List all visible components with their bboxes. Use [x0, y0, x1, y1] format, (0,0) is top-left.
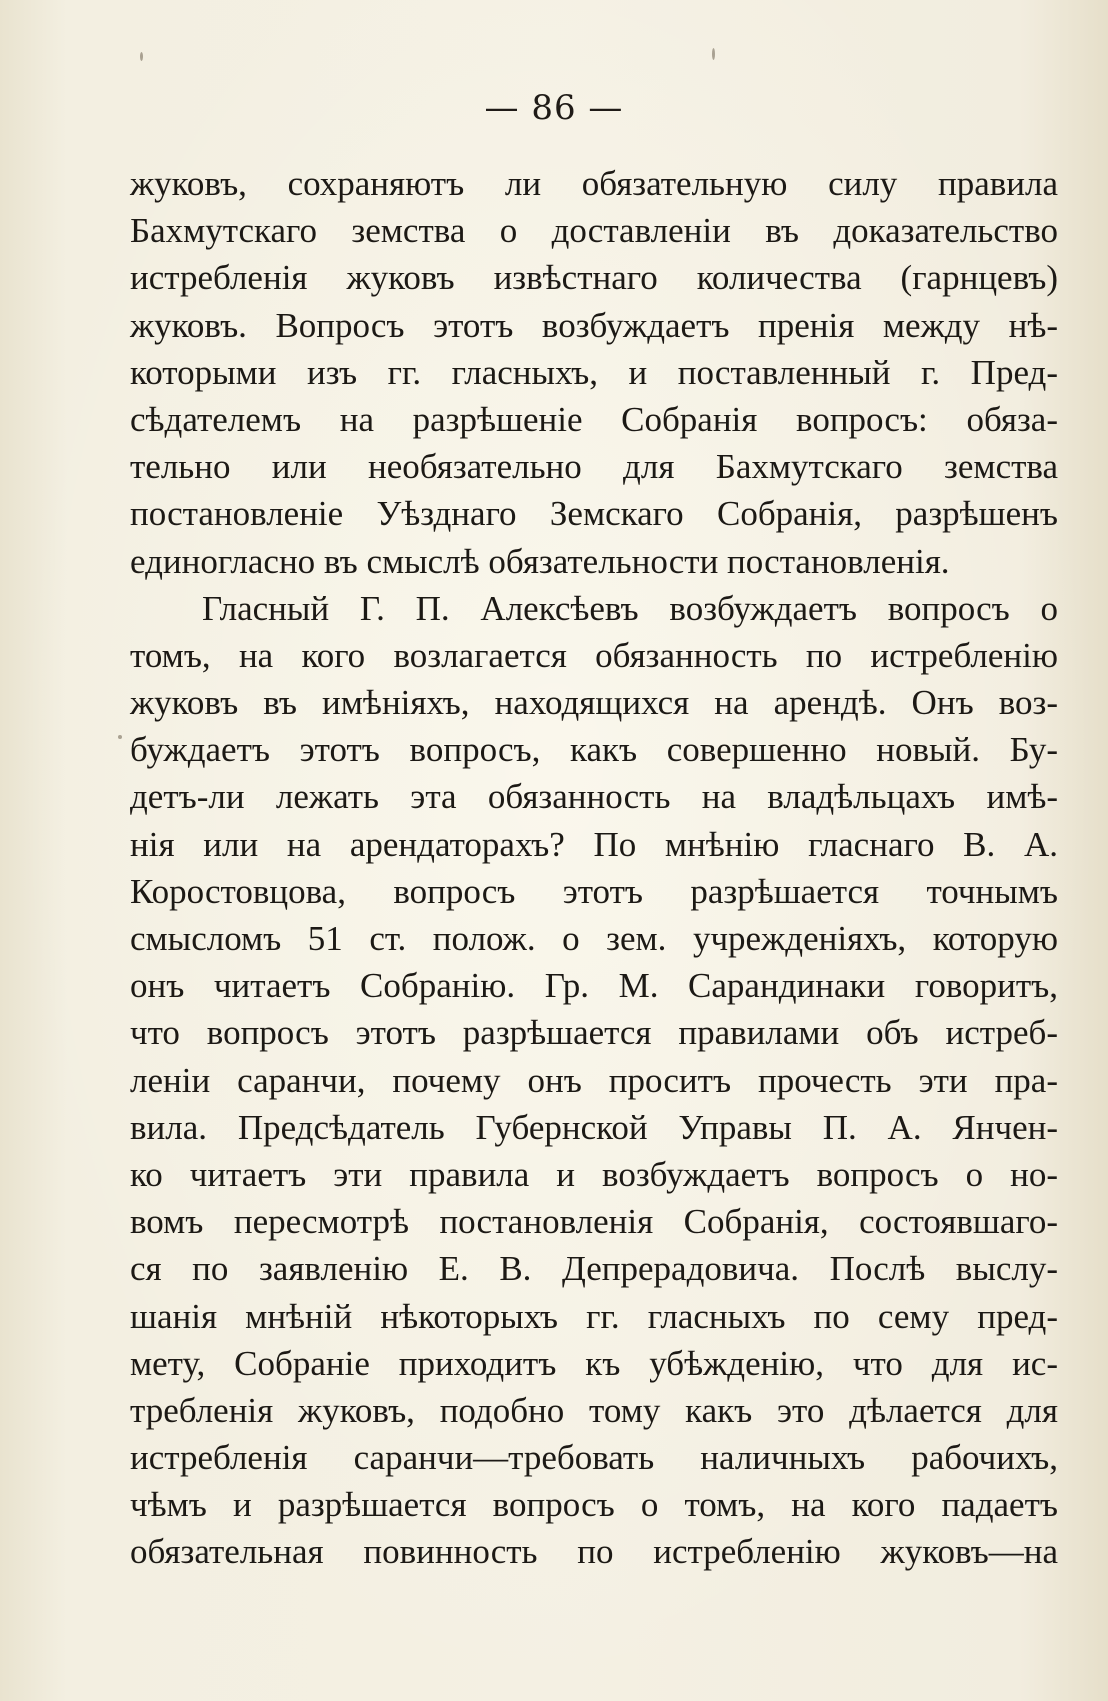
text-line: истребленія саранчи—требовать наличныхъ рабочихъ,: [130, 1438, 1058, 1478]
text-line: Бахмутскаго земства о доставленіи въ доказательство: [130, 211, 1058, 251]
text-line: вомъ пересмотрѣ постановленія Собранія, состоявшаго-: [130, 1202, 1058, 1242]
text-line: жуковъ. Вопросъ этотъ возбуждаетъ пренія между нѣ-: [130, 305, 1058, 345]
text-line: леніи саранчи, почему онъ проситъ прочесть эти пра-: [130, 1060, 1058, 1100]
text-line: Гласный Г. П. Алексѣевъ возбуждаетъ вопросъ о: [202, 588, 1058, 628]
text-line: детъ-ли лежать эта обязанность на владѣльцахъ имѣ-: [130, 777, 1058, 817]
text-line: истребленія жуковъ извѣстнаго количества (гарнцевъ): [130, 258, 1058, 298]
text-line: что вопросъ этотъ разрѣшается правилами объ истреб-: [130, 1013, 1058, 1053]
text-line: буждаетъ этотъ вопросъ, какъ совершенно новый. Бу-: [130, 730, 1058, 770]
text-line: ко читаетъ эти правила и возбуждаетъ вопросъ о но-: [130, 1154, 1058, 1194]
text-line: постановленіе Уѣзднаго Земскаго Собранія, разрѣшенъ: [130, 494, 1058, 534]
paper-speck: [712, 48, 715, 60]
text-line: ся по заявленію Е. В. Депрерадовича. Послѣ выслу-: [130, 1249, 1058, 1289]
text-line: вила. Предсѣдатель Губернской Управы П. А. Янчен-: [130, 1107, 1058, 1147]
text-line: Коростовцова, вопросъ этотъ разрѣшается точнымъ: [130, 871, 1058, 911]
text-line: тельно или необязательно для Бахмутскаго земства: [130, 447, 1058, 487]
text-line: нія или на арендаторахъ? По мнѣнію гласнаго В. А.: [130, 824, 1058, 864]
text-line: которыми изъ гг. гласныхъ, и поставленный г. Пред-: [130, 352, 1058, 392]
text-line: чѣмъ и разрѣшается вопросъ о томъ, на кого падаетъ: [130, 1485, 1058, 1525]
page-body: [130, 160, 1058, 1576]
text-line: жуковъ въ имѣніяхъ, находящихся на арендѣ. Онъ воз-: [130, 683, 1058, 723]
text-line: мету, Собраніе приходитъ къ убѣжденію, что для ис-: [130, 1343, 1058, 1383]
paper-speck: [140, 52, 143, 61]
text-line: требленія жуковъ, подобно тому какъ это дѣлается для: [130, 1390, 1058, 1430]
paragraph-2: [130, 585, 1058, 1576]
text-line: томъ, на кого возлагается обязанность по истребленію: [130, 635, 1058, 675]
text-line: смысломъ 51 ст. полож. о зем. учрежденіяхъ, которую: [130, 919, 1058, 958]
text-line: жуковъ, сохраняютъ ли обязательную силу правила: [130, 164, 1058, 203]
paper-speck: [118, 735, 122, 739]
text-line: обязательная повинность по истребленію жуковъ—на: [130, 1532, 1058, 1572]
paragraph-1: [130, 160, 1058, 585]
text-line: онъ читаетъ Собранію. Гр. М. Сарандинаки говоритъ,: [130, 966, 1058, 1006]
text-line: сѣдателемъ на разрѣшеніе Собранія вопросъ: обяза-: [130, 399, 1058, 439]
text-line: единогласно въ смыслѣ обязательности постановленія.: [130, 541, 950, 581]
page-number: — 86 —: [484, 88, 624, 128]
text-line: шанія мнѣній нѣкоторыхъ гг. гласныхъ по сему пред-: [130, 1296, 1058, 1336]
